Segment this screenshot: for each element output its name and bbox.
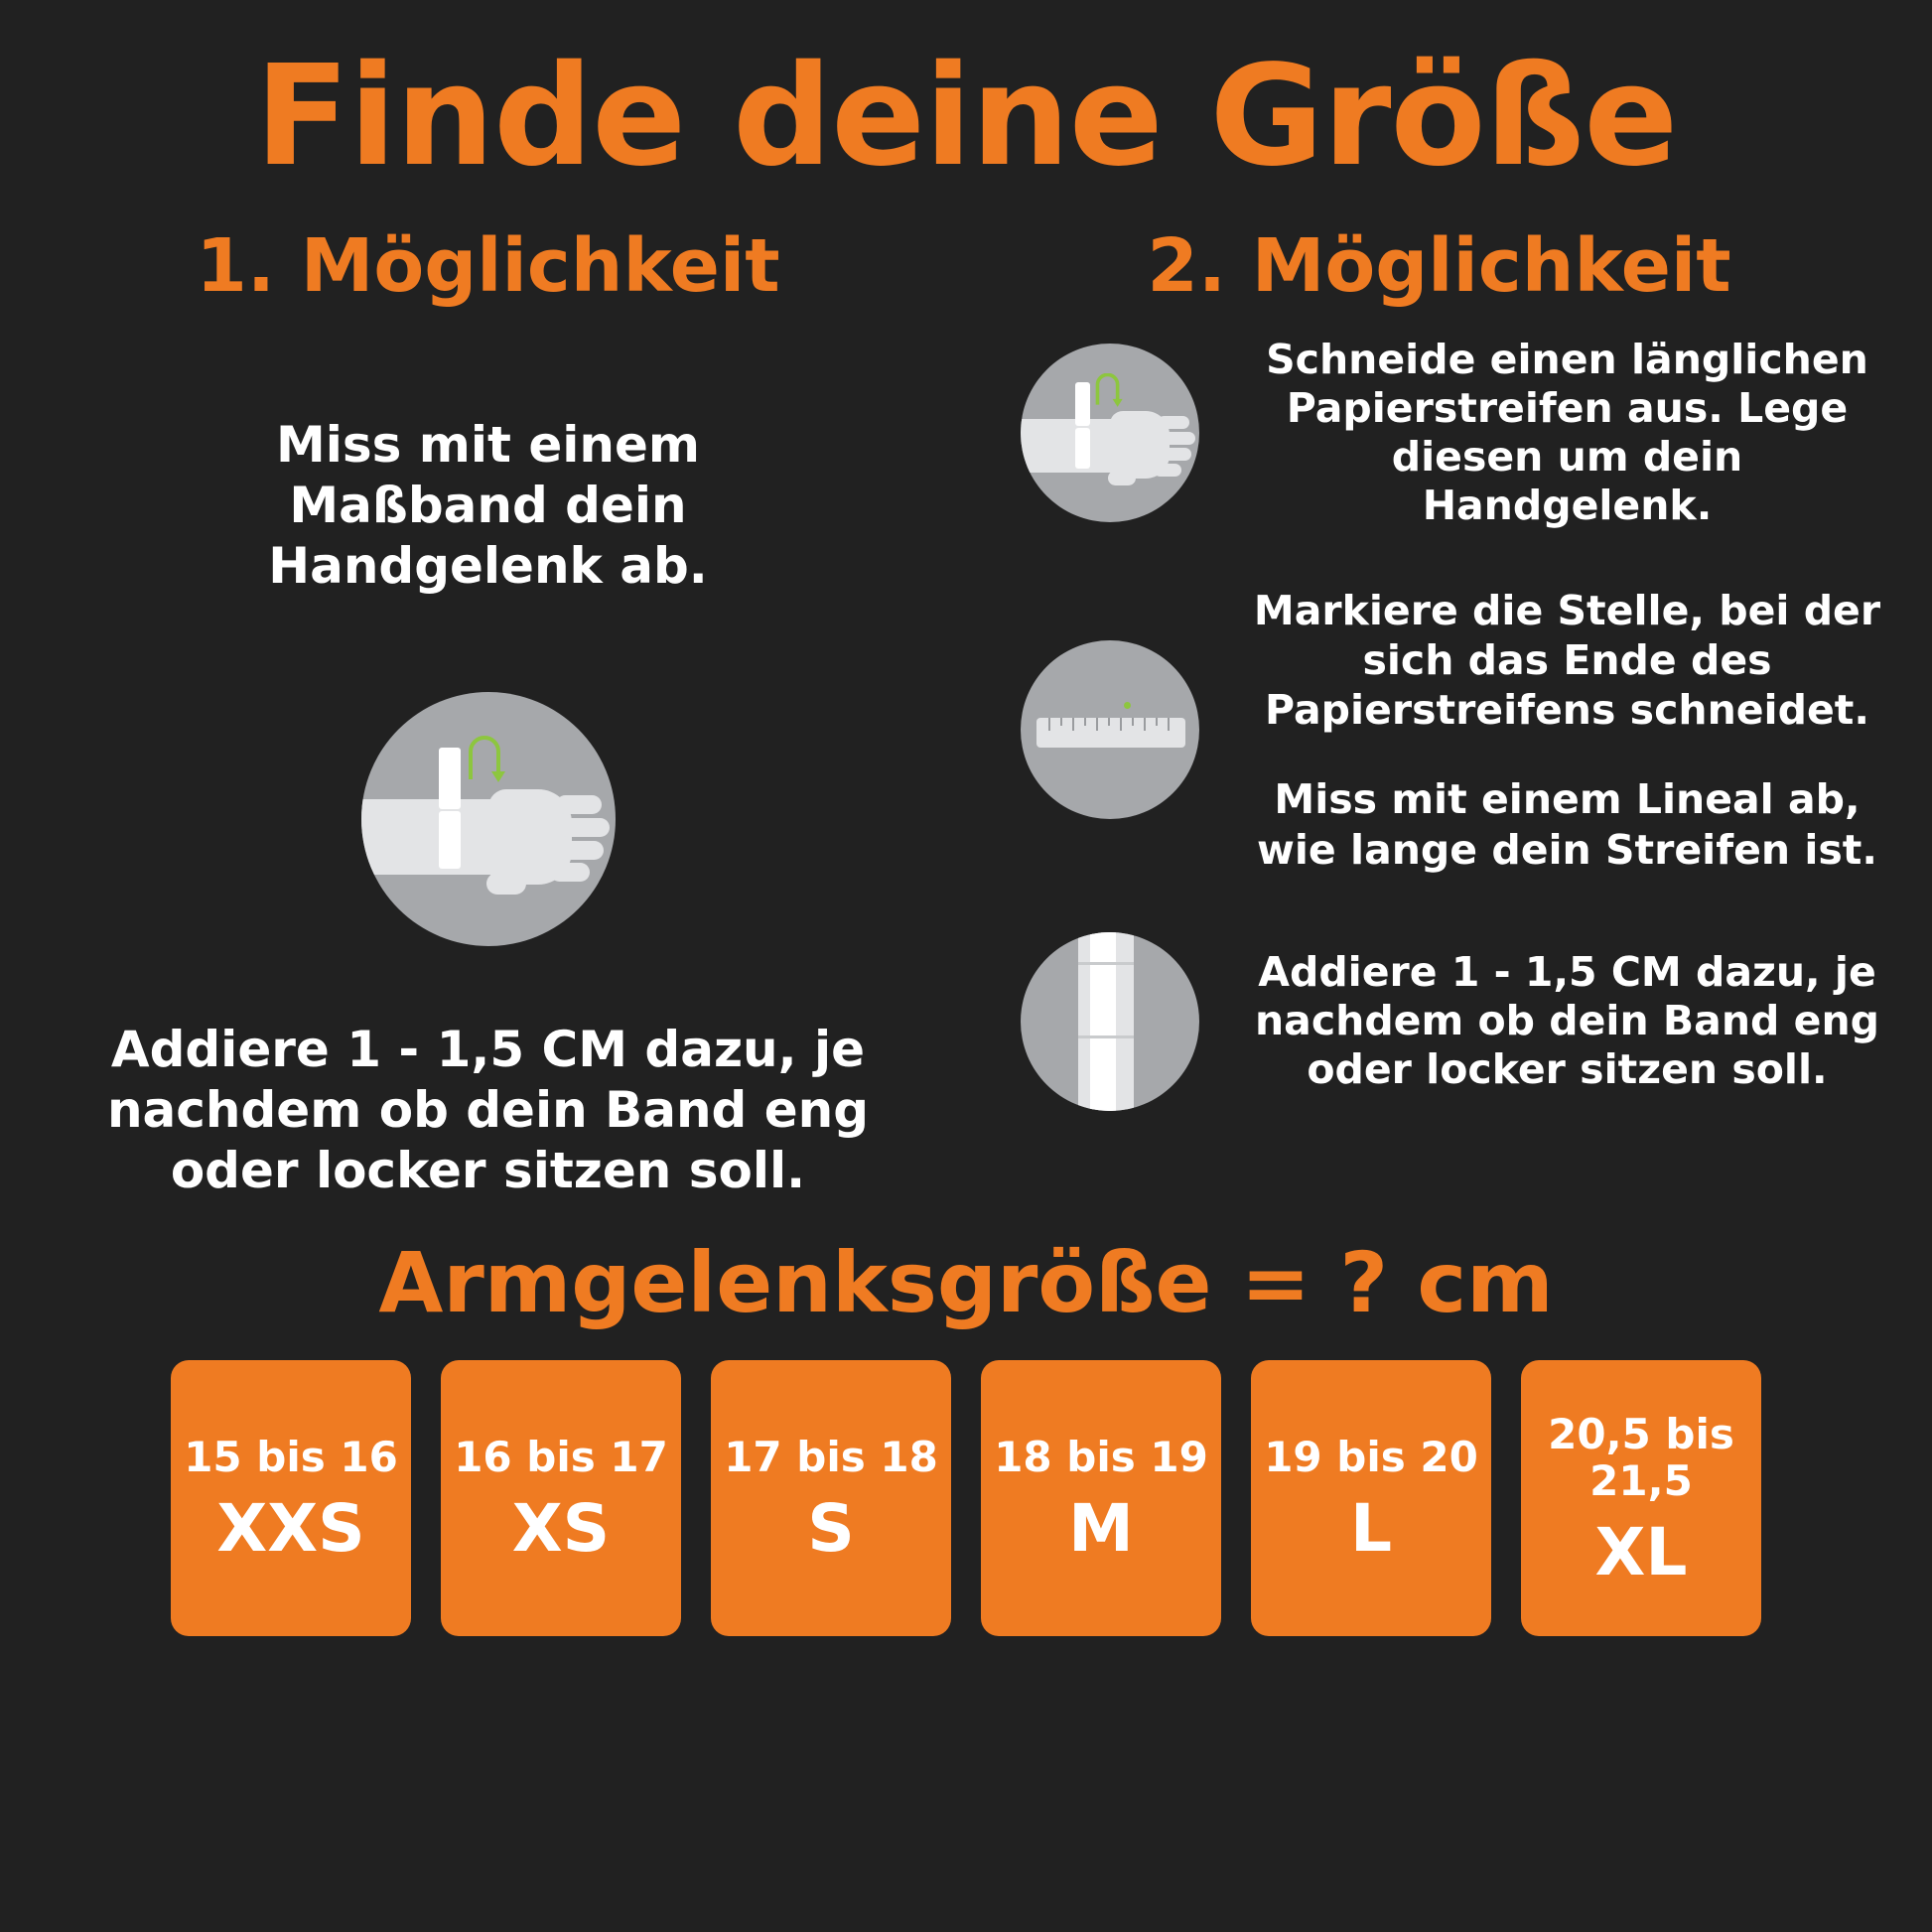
wrist-with-paper-strip-icon <box>1021 344 1199 522</box>
option-1-step-2-text: Addiere 1 - 1,5 CM dazu, je nachdem ob dein Band eng oder locker sitzen soll. <box>106 1020 870 1199</box>
page-title: Finde deine Größe <box>254 36 1678 198</box>
option-1-illustration-wrap <box>40 692 936 946</box>
size-label: L <box>1349 1490 1393 1568</box>
option-2-step-2-texts <box>1234 586 1892 874</box>
size-range: 20,5 bis 21,5 <box>1548 1409 1734 1505</box>
curved-arrow-icon <box>1093 373 1125 409</box>
option-1-step-1-text: Miss mit einem Maßband dein Handgelenk ab. <box>268 415 708 595</box>
size-label: S <box>807 1490 855 1568</box>
option-2-step-2 <box>986 586 1892 874</box>
size-label: XS <box>511 1490 611 1568</box>
wrist-with-measuring-tape-icon <box>361 692 616 946</box>
option-2-heading: 2. Möglichkeit <box>1147 223 1731 309</box>
paper-strip-overlap-icon <box>1021 932 1199 1111</box>
ruler-icon <box>1021 640 1199 819</box>
size-range: 15 bis 16 <box>184 1433 398 1482</box>
option-2-step-1-text: Schneide einen länglichen Papierstreifen aus. Lege diesen um dein Handgelenk. <box>1266 335 1868 530</box>
size-range: 18 bis 19 <box>994 1433 1208 1482</box>
size-chart-heading: Armgelenksgröße = ? cm <box>378 1233 1554 1331</box>
size-range: 16 bis 17 <box>454 1433 668 1482</box>
size-box-s[interactable] <box>711 1360 951 1636</box>
size-range: 19 bis 20 <box>1264 1433 1478 1482</box>
option-2-step-2-text: Markiere die Stelle, bei der sich das Ende des Papierstreifens schneidet. <box>1253 587 1881 735</box>
curved-arrow-icon <box>465 736 508 785</box>
size-box-xl[interactable] <box>1521 1360 1761 1636</box>
size-label: XXS <box>216 1490 365 1568</box>
option-2-column <box>966 223 1932 1201</box>
size-box-xxs[interactable] <box>171 1360 411 1636</box>
option-1-column <box>0 223 966 1201</box>
option-1-heading: 1. Möglichkeit <box>196 223 780 309</box>
size-label: XL <box>1594 1513 1688 1590</box>
option-2-step-2-illustration-wrap <box>986 640 1234 819</box>
size-chart-row <box>0 1360 1932 1636</box>
size-label: M <box>1068 1490 1134 1568</box>
option-2-step-2-text-secondary: Miss mit einem Lineal ab, wie lange dein Streifen ist. <box>1257 775 1877 874</box>
option-2-step-1 <box>986 336 1892 531</box>
option-2-step-3 <box>986 932 1892 1111</box>
option-2-step-3-text: Addiere 1 - 1,5 CM dazu, je nachdem ob dein Band eng oder locker sitzen soll. <box>1254 947 1880 1094</box>
option-2-step-1-illustration-wrap <box>986 344 1234 522</box>
size-range: 17 bis 18 <box>724 1433 938 1482</box>
options-container <box>0 223 1932 1201</box>
size-box-m[interactable] <box>981 1360 1221 1636</box>
size-box-xs[interactable] <box>441 1360 681 1636</box>
option-2-step-3-illustration-wrap <box>986 932 1234 1111</box>
size-box-l[interactable] <box>1251 1360 1491 1636</box>
